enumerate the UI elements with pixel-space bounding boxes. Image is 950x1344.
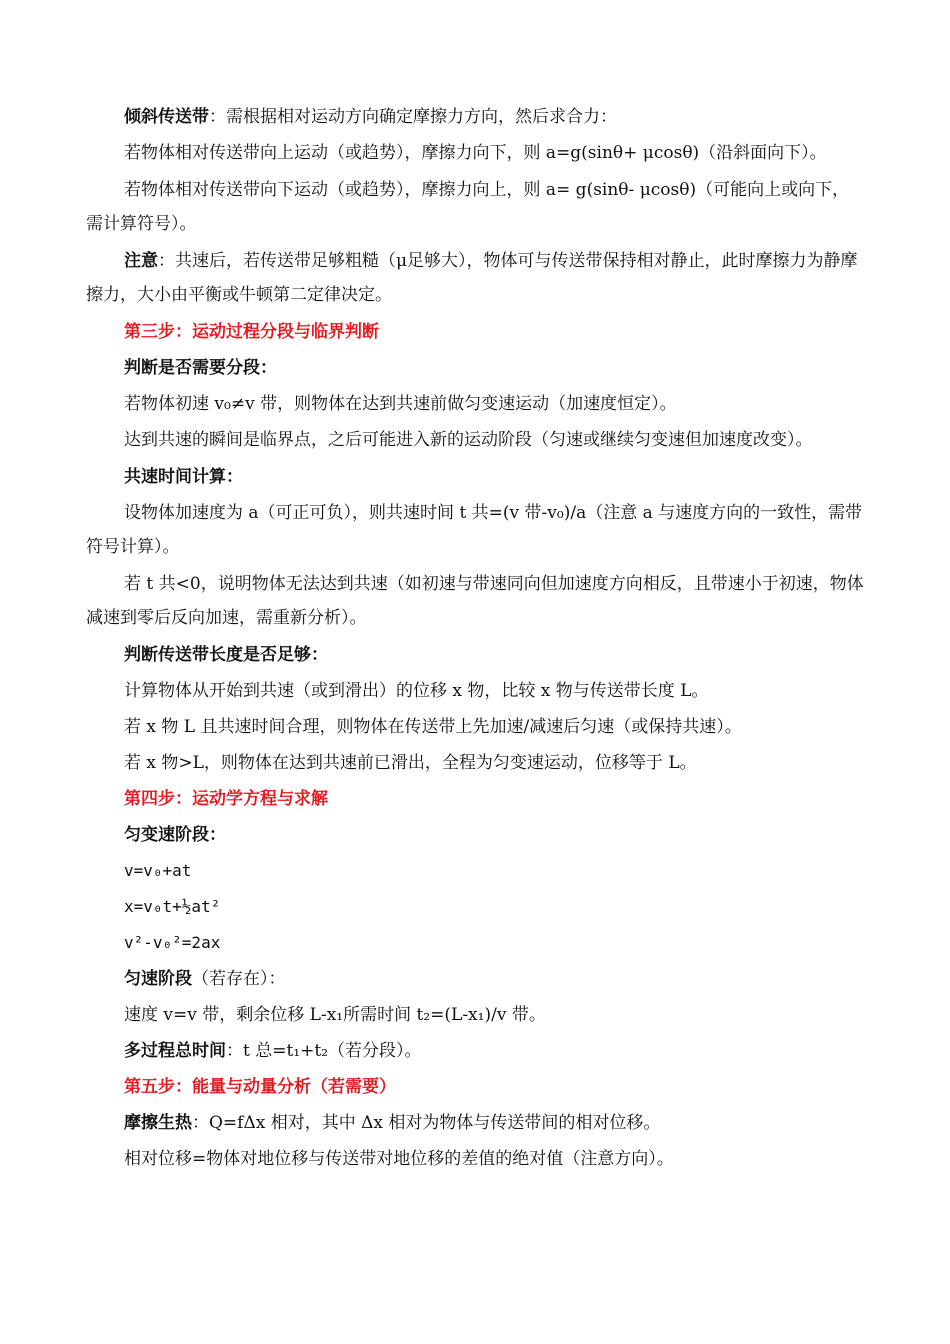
label-uniform-speed: 匀速阶段 xyxy=(124,969,192,989)
paragraph-case-short: 若 x 物 L 且共速时间合理，则物体在传送带上先加速/减速后匀速（或保持共速）。 xyxy=(124,717,742,737)
text-uniform-speed: （若存在）： xyxy=(192,969,286,989)
text-total-time: ：t 总=t₁+t₂（若分段）。 xyxy=(226,1041,422,1061)
heading-uniform-accel: 匀变速阶段： xyxy=(124,825,226,845)
section-title-step3: 第三步：运动过程分段与临界判断 xyxy=(124,322,379,342)
paragraph-case-long: 若 x 物>L，则物体在达到共速前已滑出，全程为匀变速运动，位移等于 L。 xyxy=(124,753,697,773)
section-title-step5: 第五步：能量与动量分析（若需要） xyxy=(124,1077,396,1097)
paragraph-inclined-belt xyxy=(86,100,866,134)
paragraph-common-speed-formula: 设物体加速度为 a（可正可负），则共速时间 t 共=(v 带-v₀)/a（注意 a 与速度方向的一致性，需带符号计算）。 xyxy=(86,503,863,557)
label-total-time: 多过程总时间 xyxy=(124,1041,226,1061)
paragraph-note xyxy=(86,244,866,312)
paragraph-up-motion: 若物体相对传送带向上运动（或趋势），摩擦力向下，则 a=g(sinθ+ μcosθ)（沿斜面向下）。 xyxy=(124,143,827,163)
equation-velocity: v=v₀+at xyxy=(124,861,192,880)
paragraph-remaining-time: 速度 v=v 带，剩余位移 L-x₁所需时间 t₂=(L-x₁)/v 带。 xyxy=(124,1005,546,1025)
paragraph-negative-time: 若 t 共<0，说明物体无法达到共速（如初速与带速同向但加速度方向相反，且带速小于初速，物体减速到零后反向加速，需重新分析）。 xyxy=(86,574,864,628)
paragraph-friction-heat xyxy=(86,1106,866,1140)
paragraph-total-time xyxy=(86,1034,866,1068)
equation-displacement: x=v₀t+½at² xyxy=(124,897,221,916)
paragraph-displacement-compare: 计算物体从开始到共速（或到滑出）的位移 x 物，比较 x 物与传送带长度 L。 xyxy=(124,681,709,701)
paragraph-critical-point: 达到共速的瞬间是临界点，之后可能进入新的运动阶段（匀速或继续匀变速但加速度改变）。 xyxy=(124,430,813,450)
paragraph-relative-displacement: 相对位移=物体对地位移与传送带对地位移的差值的绝对值（注意方向）。 xyxy=(124,1149,674,1169)
heading-common-speed-time: 共速时间计算： xyxy=(124,467,243,487)
label-inclined-belt: 倾斜传送带 xyxy=(124,107,209,127)
text-note: ：共速后，若传送带足够粗糙（μ足够大），物体可与传送带保持相对静止，此时摩擦力为静摩擦力，大小由平衡或牛顿第二定律决定。 xyxy=(86,251,858,305)
document-page xyxy=(86,100,866,1178)
paragraph-initial-speed: 若物体初速 v₀≠v 带，则物体在达到共速前做匀变速运动（加速度恒定）。 xyxy=(124,394,677,414)
equation-velocity-squared: v²-v₀²=2ax xyxy=(124,933,221,952)
label-note: 注意 xyxy=(124,251,158,271)
section-title-step4: 第四步：运动学方程与求解 xyxy=(124,789,328,809)
text-inclined-belt: ：需根据相对运动方向确定摩擦力方向，然后求合力： xyxy=(209,107,617,127)
text-friction-heat: ：Q=fΔx 相对，其中 Δx 相对为物体与传送带间的相对位移。 xyxy=(192,1113,661,1133)
heading-belt-length: 判断传送带长度是否足够： xyxy=(124,645,328,665)
label-friction-heat: 摩擦生热 xyxy=(124,1113,192,1133)
paragraph-down-motion: 若物体相对传送带向下运动（或趋势），摩擦力向上，则 a= g(sinθ- μcosθ)（可能向上或向下，需计算符号）。 xyxy=(86,180,850,234)
heading-segmentation: 判断是否需要分段： xyxy=(124,358,277,378)
heading-uniform-speed xyxy=(86,962,866,996)
